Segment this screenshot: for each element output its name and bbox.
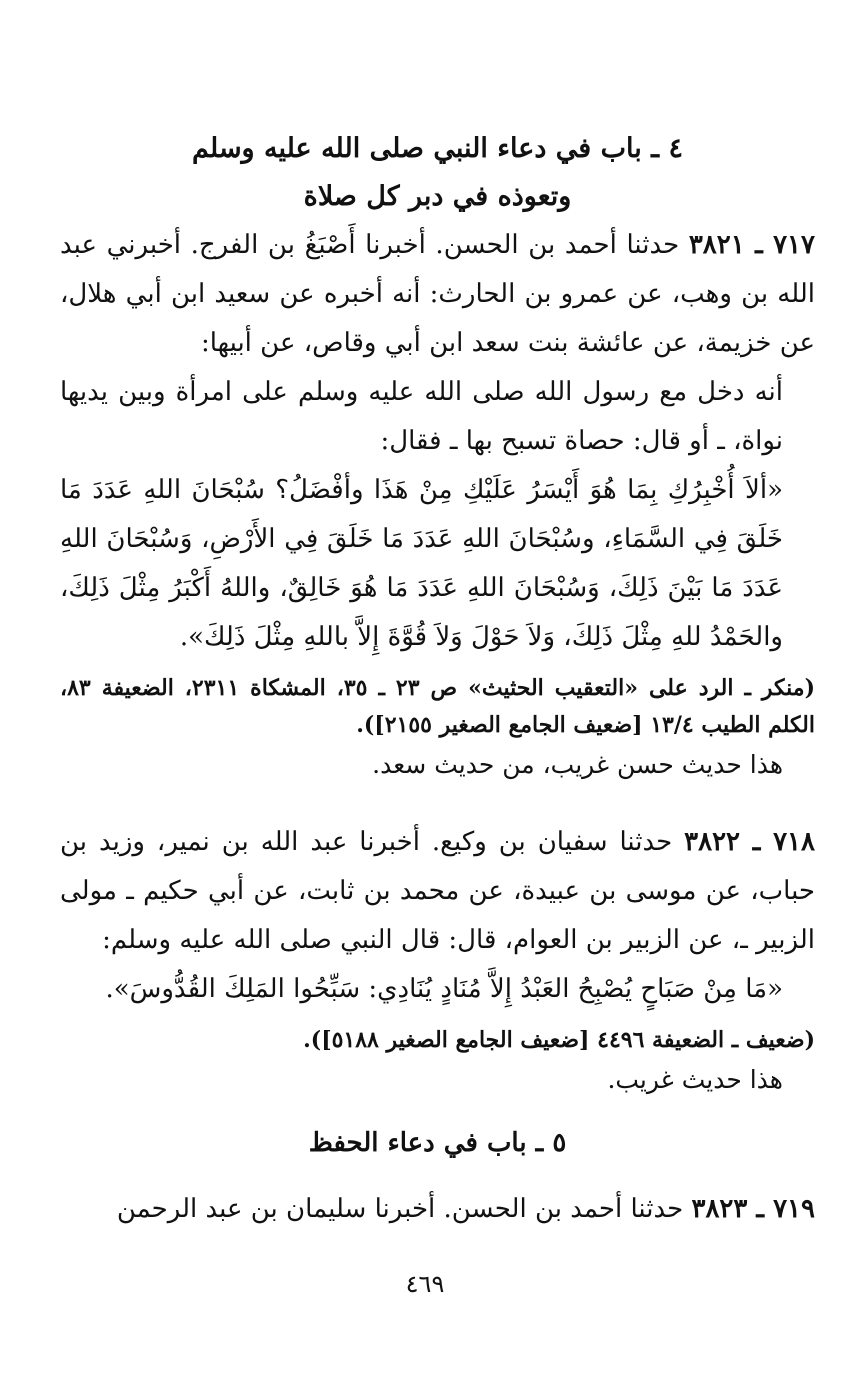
chapter-5-title: ٥ ـ باب في دعاء الحفظ [308, 1128, 567, 1158]
page-number: ٤٦٩ [405, 1270, 445, 1298]
hadith-717-context: أنه دخل مع رسول الله صلى الله عليه وسلم على امرأة وبين يديها نواة، ـ أو قال: حصاة تسبح بها ـ فقال: [60, 377, 783, 456]
hadith-718-matn: «مَا مِنْ صَبَاحٍ يُصْبِحُ العَبْدُ إِلاَّ مُنَادٍ يُنَادِي: سَبِّحُوا المَلِكَ القُدُّوسَ». [105, 974, 783, 1004]
spacer [60, 1101, 815, 1119]
hadith-717-verdict: هذا حديث حسن غريب، من حديث سعد. [372, 750, 783, 779]
spacer [60, 1167, 815, 1185]
chapter-4-title-line1: ٤ ـ باب في دعاء النبي صلى الله عليه وسلم [192, 133, 683, 164]
hadith-718-isnad [60, 818, 815, 965]
hadith-717-isnad-text: حدثنا أحمد بن الحسن. أخبرنا أَصْبَغُ بن الفرج. أخبرني عبد الله بن وهب، عن عمرو بن الحارث: أنه أخبره عن سعيد ابن أبي هلال، عن خزيمة، عن عائشة بنت سعد ابن أبي وقاص، عن أبيها: [60, 230, 815, 358]
hadith-718-grading: (ضعيف ـ الضعيفة ٤٤٩٦ [ضعيف الجامع الصغير ٥١٨٨]). [303, 1027, 815, 1053]
hadith-718-number: ٧١٨ ـ ٣٨٢٢ [684, 827, 815, 857]
chapter-4-title-line2: وتعوذه في دبر كل صلاة [303, 181, 572, 212]
hadith-717-isnad [60, 221, 815, 368]
hadith-719-isnad-text: حدثنا أحمد بن الحسن. أخبرنا سليمان بن عبد الرحمن [116, 1194, 684, 1224]
hadith-717-matn: «ألاَ أُخْبِرُكِ بِمَا هُوَ أَيْسَرُ عَلَيْكِ مِنْ هَذَا وأفْضَلُ؟ سُبْحَانَ اللهِ عَدَدَ مَا خَلَقَ فِي السَّمَاءِ، وسُبْحَانَ اللهِ عَدَدَ مَا خَلَقَ فِي الأَرْضِ، وَسُبْحَانَ اللهِ عَدَدَ مَا بَيْنَ ذَلِكَ، وَسُبْحَانَ اللهِ عَدَدَ مَا هُوَ خَالِقٌ، واللهُ أَكْبَرُ مِثْلَ ذَلِكَ، والحَمْدُ للهِ مِثْلَ ذَلِكَ، وَلاَ حَوْلَ وَلاَ قُوَّةَ إِلاَّ باللهِ مِثْلَ ذَلِكَ». [60, 475, 783, 652]
hadith-717-number: ٧١٧ ـ ٣٨٢١ [688, 230, 815, 260]
hadith-718-verdict: هذا حديث غريب. [607, 1065, 783, 1094]
hadith-718-isnad-text: حدثنا سفيان بن وكيع. أخبرنا عبد الله بن نمير، وزيد بن حباب، عن موسى بن عبيدة، عن محمد بن ثابت، عن أبي حكيم ـ مولى الزبير ـ، عن الزبير بن العوام، قال: قال النبي صلى الله عليه وسلم: [60, 827, 815, 955]
spacer [60, 786, 815, 818]
hadith-717-grading: (منكر ـ الرد على «التعقيب الحثيث» ص ٢٣ ـ ٣٥، المشكاة ٢٣١١، الضعيفة ٨٣، الكلم الطيب ١٣/٤ [ضعيف الجامع الصغير ٢١٥٥]). [60, 675, 816, 738]
hadith-719-number: ٧١٩ ـ ٣٨٢٣ [691, 1194, 815, 1224]
hadith-719-isnad [60, 1185, 815, 1234]
